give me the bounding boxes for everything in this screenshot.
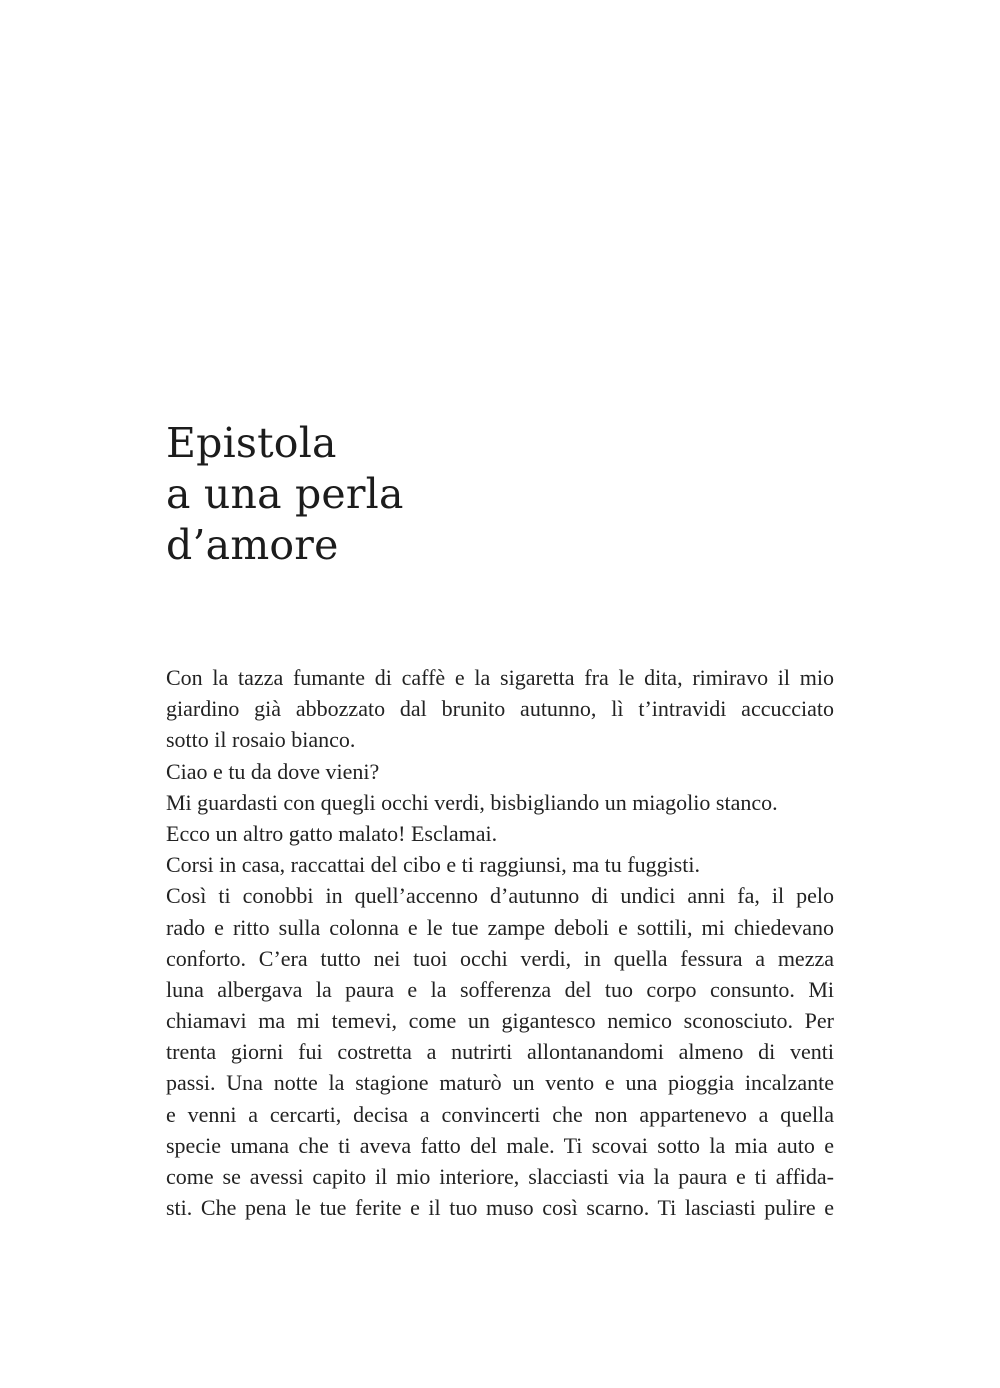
body-line: Ecco un altro gatto malato! Esclamai. xyxy=(166,820,498,846)
body-line: rado e ritto sulla colonna e le tue zampe deboli e sottili, mi chiedevano xyxy=(166,914,834,940)
chapter-title xyxy=(166,418,766,571)
title-line-1: Epistola xyxy=(166,419,337,467)
body-line: giardino già abbozzato dal brunito autunno, lì t’intravidi accucciato xyxy=(166,696,834,722)
body-line: chiamavi ma mi temevi, come un gigantesco nemico sconosciuto. Per xyxy=(166,1008,834,1034)
body-line: sotto il rosaio bianco. xyxy=(166,727,356,753)
body-line: sti. Che pena le tue ferite e il tuo muso così scarno. Ti lasciasti pulire e xyxy=(166,1195,834,1221)
body-line: luna albergava la paura e la sofferenza del tuo corpo consunto. Mi xyxy=(166,976,834,1002)
body-line: Ciao e tu da dove vieni? xyxy=(166,758,380,784)
body-line: trenta giorni fui costretta a nutrirti allontanandomi almeno di venti xyxy=(166,1039,834,1065)
body-line: Con la tazza fumante di caffè e la sigaretta fra le dita, rimiravo il mio xyxy=(166,665,834,690)
body-line: conforto. C’era tutto nei tuoi occhi verdi, in quella fessura a mezza xyxy=(166,945,834,971)
body-line: specie umana che ti aveva fatto del male. Ti scovai sotto la mia auto e xyxy=(166,1132,834,1158)
body-line: e venni a cercarti, decisa a convincerti che non appartenevo a quella xyxy=(166,1101,834,1127)
title-line-2: a una perla xyxy=(166,470,404,518)
body-line: Così ti conobbi in quell’accenno d’autunno di undici anni fa, il pelo xyxy=(166,883,834,909)
body-line: come se avessi capito il mio interiore, slacciasti via la paura e ti affida- xyxy=(166,1164,834,1189)
body-line: Corsi in casa, raccattai del cibo e ti raggiunsi, ma tu fuggisti. xyxy=(166,852,700,878)
body-paragraphs xyxy=(166,662,834,1223)
title-line-3: d’amore xyxy=(166,521,339,569)
body-line: Mi guardasti con quegli occhi verdi, bisbigliando un miagolio stanco. xyxy=(166,789,778,815)
body-line: passi. Una notte la stagione maturò un vento e una pioggia incalzante xyxy=(166,1070,834,1096)
